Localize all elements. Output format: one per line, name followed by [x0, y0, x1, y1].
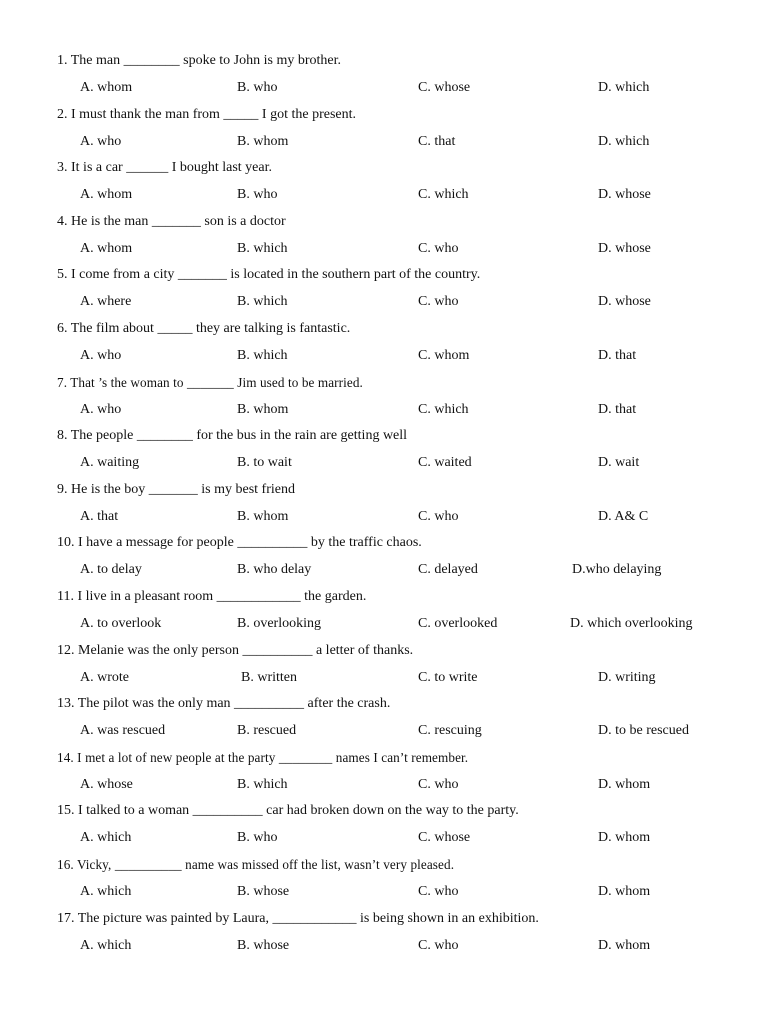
option-b: B. whom — [237, 401, 289, 417]
option-d: D.who delaying — [572, 562, 662, 578]
option-b: B. who — [237, 80, 278, 95]
answer-options — [0, 829, 768, 847]
option-d: D. that — [598, 347, 637, 363]
option-b: B. who delay — [237, 562, 312, 578]
question-16 — [0, 852, 768, 906]
question-text: 16. Vicky, __________ name was missed off the list, wasn’t very pleased. — [57, 856, 455, 872]
option-b: B. overlooking — [237, 615, 321, 631]
answer-options — [0, 937, 768, 955]
question-text: 13. The pilot was the only man __________ after the crash. — [57, 696, 391, 712]
option-c: C. who — [418, 508, 459, 524]
option-a: A. whom — [80, 240, 133, 256]
option-c: C. who — [418, 937, 459, 953]
question-text: 5. I come from a city _______ is located in the southern part of the country. — [57, 267, 481, 283]
option-d: D. whose — [598, 240, 651, 256]
question-text: 12. Melanie was the only person __________ a letter of thanks. — [57, 642, 414, 658]
answer-options — [0, 722, 768, 740]
question-15 — [0, 798, 768, 852]
option-d: D. A& C — [598, 508, 649, 524]
option-d: D. whom — [598, 937, 651, 953]
question-text: 6. The film about _____ they are talking is fantastic. — [57, 320, 351, 336]
option-d: D. whom — [598, 830, 651, 846]
option-c: C. who — [418, 776, 459, 792]
answer-options — [0, 508, 768, 526]
answer-options — [0, 454, 768, 472]
option-a: A. which — [80, 830, 132, 846]
option-b: B. whom — [237, 508, 289, 524]
question-13 — [0, 691, 768, 745]
question-8 — [0, 423, 768, 477]
answer-options — [0, 883, 768, 901]
option-d: D. which — [598, 133, 650, 149]
option-c: C. overlooked — [418, 615, 498, 631]
option-b: B. which — [237, 294, 288, 310]
option-a: A. to delay — [80, 562, 142, 578]
question-5 — [0, 262, 768, 316]
option-d: D. wait — [598, 455, 640, 471]
option-a: A. whom — [80, 187, 133, 203]
option-a: A. whose — [80, 776, 133, 792]
option-b: B. which — [237, 776, 288, 792]
answer-options — [0, 669, 768, 687]
answer-options — [0, 293, 768, 311]
option-a: A. waiting — [80, 455, 140, 471]
question-text: 4. He is the man _______ son is a doctor — [57, 213, 286, 229]
option-c: C. who — [418, 883, 459, 899]
question-14 — [0, 745, 768, 799]
option-a: A. who — [80, 347, 122, 363]
option-c: C. to write — [418, 669, 478, 685]
option-b: B. rescued — [237, 723, 297, 739]
option-a: A. that — [80, 508, 119, 524]
option-a: A. which — [80, 883, 132, 899]
question-11 — [0, 584, 768, 638]
option-a: A. wrote — [80, 669, 129, 685]
option-b: B. written — [241, 669, 297, 685]
option-a: A. who — [80, 133, 122, 149]
question-text: 7. That ’s the woman to _______ Jim used to be married. — [57, 374, 363, 390]
question-1 — [0, 48, 768, 102]
option-b: B. which — [237, 347, 288, 363]
answer-options — [0, 133, 768, 151]
option-a: A. was rescued — [80, 723, 166, 739]
question-text: 14. I met a lot of new people at the party ________ names I can’t remember. — [57, 749, 469, 765]
option-b: B. whom — [237, 133, 289, 149]
answer-options — [0, 561, 768, 579]
question-17 — [0, 906, 768, 960]
option-a: A. which — [80, 937, 132, 953]
option-d: D. whom — [598, 883, 651, 899]
option-c: C. which — [418, 187, 469, 203]
question-text: 10. I have a message for people __________ by the traffic chaos. — [57, 535, 422, 551]
option-b: B. who — [237, 830, 278, 846]
option-c: C. whom — [418, 347, 470, 363]
question-text: 1. The man ________ spoke to John is my brother. — [57, 53, 341, 68]
question-4 — [0, 209, 768, 263]
option-b: B. who — [237, 187, 278, 203]
option-a: A. where — [80, 294, 132, 310]
question-3 — [0, 155, 768, 209]
option-c: C. who — [418, 294, 459, 310]
option-a: A. whom — [80, 80, 133, 95]
option-c: C. who — [418, 240, 459, 256]
question-2 — [0, 102, 768, 156]
option-d: D. to be rescued — [598, 723, 689, 739]
option-c: C. that — [418, 133, 456, 149]
answer-options — [0, 615, 768, 633]
question-9 — [0, 477, 768, 531]
option-b: B. whose — [237, 883, 290, 899]
answer-options — [0, 240, 768, 258]
option-a: A. who — [80, 401, 122, 417]
worksheet — [0, 48, 768, 959]
option-d: D. whom — [598, 776, 651, 792]
question-7 — [0, 370, 768, 424]
question-12 — [0, 638, 768, 692]
question-text: 15. I talked to a woman __________ car had broken down on the way to the party. — [57, 803, 519, 819]
option-b: B. to wait — [237, 455, 292, 471]
question-text: 9. He is the boy _______ is my best friend — [57, 481, 295, 497]
option-c: C. which — [418, 401, 469, 417]
answer-options — [0, 401, 768, 419]
option-b: B. which — [237, 240, 288, 256]
option-c: C. whose — [418, 80, 471, 95]
question-10 — [0, 530, 768, 584]
option-d: D. whose — [598, 187, 651, 203]
option-d: D. that — [598, 401, 637, 417]
answer-options — [0, 186, 768, 204]
option-c: C. delayed — [418, 562, 478, 578]
option-d: D. whose — [598, 294, 651, 310]
answer-options — [0, 79, 768, 97]
option-a: A. to overlook — [80, 615, 162, 631]
question-text: 17. The picture was painted by Laura, ____________ is being shown in an exhibition. — [57, 910, 539, 926]
question-text: 8. The people ________ for the bus in the rain are getting well — [57, 428, 408, 444]
option-d: D. which overlooking — [570, 615, 693, 631]
option-c: C. whose — [418, 830, 471, 846]
answer-options — [0, 347, 768, 365]
question-text: 2. I must thank the man from _____ I got the present. — [57, 106, 356, 122]
option-d: D. which — [598, 80, 650, 95]
question-text: 11. I live in a pleasant room ____________ the garden. — [57, 588, 367, 604]
option-c: C. waited — [418, 455, 472, 471]
option-d: D. writing — [598, 669, 656, 685]
question-6 — [0, 316, 768, 370]
option-b: B. whose — [237, 937, 290, 953]
answer-options — [0, 776, 768, 794]
option-c: C. rescuing — [418, 723, 482, 739]
question-text: 3. It is a car ______ I bought last year. — [57, 160, 273, 176]
